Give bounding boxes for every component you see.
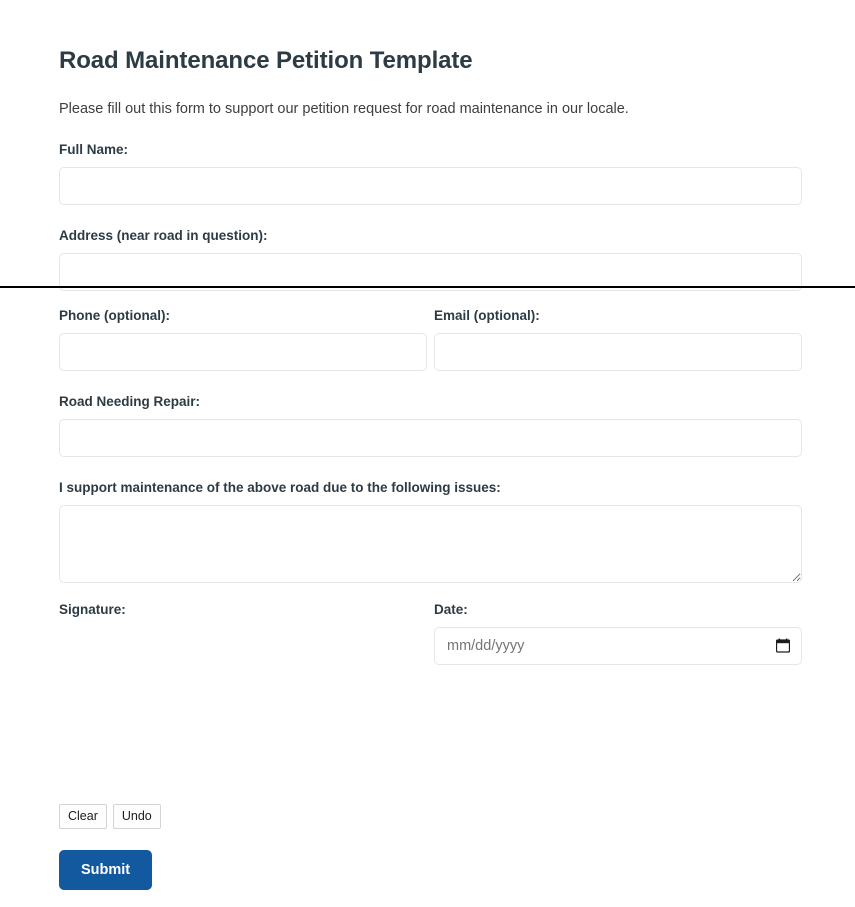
field-email xyxy=(434,307,802,371)
undo-button[interactable]: Undo xyxy=(113,804,161,829)
phone-input[interactable] xyxy=(59,333,427,371)
issues-label: I support maintenance of the above road due to the following issues: xyxy=(59,480,501,495)
signature-actions xyxy=(59,804,427,829)
full-name-label: Full Name: xyxy=(59,142,129,157)
date-input-wrapper xyxy=(434,627,802,665)
field-road-needing-repair xyxy=(59,393,802,457)
calendar-icon[interactable] xyxy=(776,639,790,654)
field-issues xyxy=(59,479,802,583)
field-address xyxy=(59,227,802,291)
email-input[interactable] xyxy=(434,333,802,371)
field-full-name xyxy=(59,141,802,205)
page-title: Road Maintenance Petition Template xyxy=(59,47,473,74)
clear-button[interactable]: Clear xyxy=(59,804,107,829)
road-needing-repair-label: Road Needing Repair: xyxy=(59,394,201,409)
submit-button[interactable]: Submit xyxy=(59,850,152,890)
field-signature xyxy=(59,601,427,890)
date-input[interactable] xyxy=(434,627,802,665)
road-needing-repair-input[interactable] xyxy=(59,419,802,457)
form-intro-text: Please fill out this form to support our petition request for road maintenance in our locale. xyxy=(59,101,629,117)
page-break-divider xyxy=(0,286,855,288)
signature-date-row xyxy=(59,601,802,890)
email-label: Email (optional): xyxy=(434,308,540,323)
address-label: Address (near road in question): xyxy=(59,228,268,243)
signature-label: Signature: xyxy=(59,602,126,617)
field-date xyxy=(434,601,802,890)
date-label: Date: xyxy=(434,602,468,617)
full-name-input[interactable] xyxy=(59,167,802,205)
issues-textarea[interactable] xyxy=(59,505,802,583)
field-phone xyxy=(59,307,427,371)
signature-canvas[interactable] xyxy=(59,627,427,792)
phone-email-row xyxy=(59,307,802,371)
phone-label: Phone (optional): xyxy=(59,308,170,323)
